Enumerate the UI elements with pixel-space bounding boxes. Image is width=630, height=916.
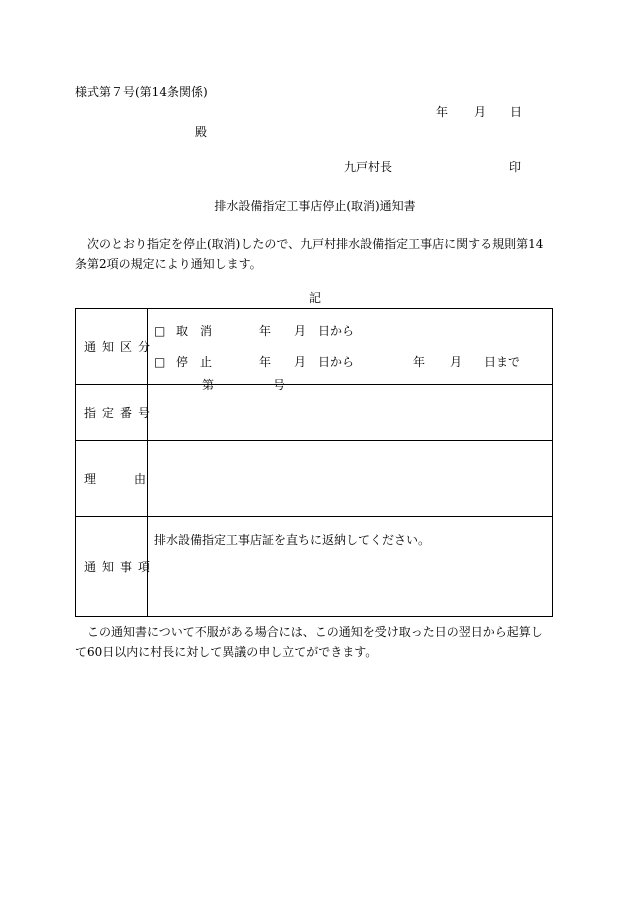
row-notice [76, 517, 553, 617]
date-day: 日 [510, 105, 523, 119]
label-reason-b: 由 [134, 472, 147, 486]
suspend-month-2: 月 [450, 355, 463, 369]
addressee-honorific: 殿 [195, 125, 208, 139]
seal-mark: 印 [509, 160, 522, 174]
issuer-name: 九戸村長 [344, 160, 393, 174]
suspend-until: 日まで [484, 355, 521, 369]
label-reason-a: 理 [84, 472, 97, 486]
reason-value[interactable] [148, 441, 553, 517]
ki-heading: 記 [308, 291, 321, 305]
number-prefix: 第 [202, 378, 215, 392]
suspend-year-2: 年 [413, 355, 426, 369]
checkbox-suspend[interactable]: □ [154, 355, 166, 369]
document-title: 排水設備指定工事店停止(取消)通知書 [214, 199, 416, 213]
cancel-from: 日から [318, 324, 355, 338]
form-number: 様式第７号(第14条関係) [75, 85, 208, 99]
notice-text: 排水設備指定工事店証を直ちに返納してください。 [154, 533, 431, 547]
label-notice: 通知事項 [76, 517, 148, 617]
row-number [76, 385, 553, 441]
cancel-month: 月 [294, 324, 307, 338]
suspend-year: 年 [259, 355, 272, 369]
row-category [76, 309, 553, 385]
suspend-from: 日から [318, 355, 355, 369]
intro-paragraph: 次のとおり指定を停止(取消)したので、九戸村排水設備指定工事店に関する規則第14条第2項の規定により通知します。 [75, 237, 544, 271]
label-reason [76, 441, 148, 517]
number-suffix: 号 [273, 378, 286, 392]
footer-paragraph: この通知書について不服がある場合には、この通知を受け取った日の翌日から起算して60日以内に村長に対して異議の申し立てができます。 [75, 625, 543, 659]
checkbox-cancel[interactable]: □ [154, 324, 166, 338]
option-suspend: 停 止 [176, 355, 213, 369]
notification-table [75, 308, 553, 617]
number-value [148, 378, 553, 441]
notice-value [148, 517, 553, 617]
category-options [148, 309, 553, 385]
row-reason [76, 441, 553, 517]
date-year: 年 [436, 105, 449, 119]
label-category: 通知区分 [76, 309, 148, 385]
label-number: 指定番号 [76, 385, 148, 441]
cancel-year: 年 [259, 324, 272, 338]
date-month: 月 [474, 105, 487, 119]
suspend-month: 月 [294, 355, 307, 369]
option-cancel: 取 消 [176, 324, 213, 338]
